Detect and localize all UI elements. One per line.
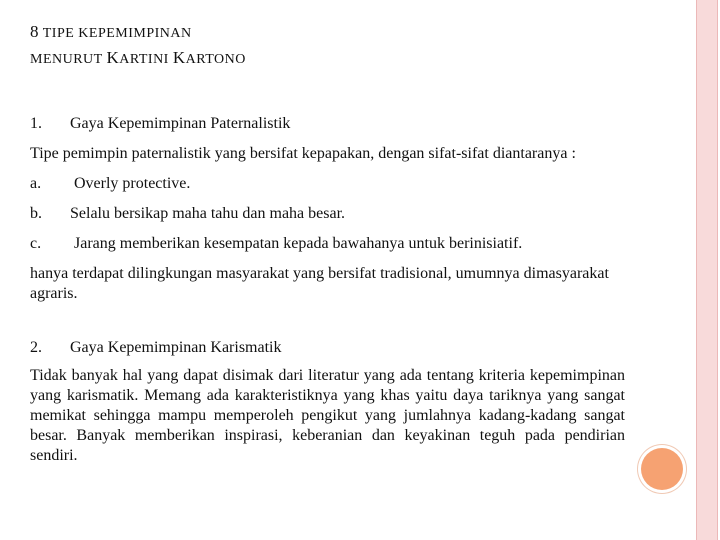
section-2-title: Gaya Kepemimpinan Karismatik [70, 339, 282, 356]
section-1-list [30, 174, 625, 254]
section-2-body: Tidak banyak hal yang dapat disimak dari literatur yang ada tentang kriteria kepemimpinan yang karismatik. Memang ada karakteristiknya yang khas yaitu daya tariknya yang sangat memikat sehingga mampu memperoleh pengikut yang jumlahnya kadang-kadang sangat besar. Banyak memberikan inspirasi, keberanian dan keyakinan teguh pada pendirian sendiri. [30, 367, 625, 464]
section-2-number: 2. [30, 339, 42, 356]
section-1-title: Gaya Kepemimpinan Paternalistik [70, 115, 291, 132]
list-item [30, 204, 625, 224]
title-line-1 [30, 20, 246, 46]
slide-title [30, 20, 246, 72]
list-item-letter: c. [30, 235, 42, 252]
list-item-letter: a. [30, 175, 42, 192]
title-line-2-cap-1: K [106, 48, 120, 67]
title-line-2 [30, 46, 246, 72]
section-1-number: 1. [30, 115, 42, 132]
decorative-circle [641, 448, 683, 490]
title-line-2-part-1: MENURUT [30, 52, 107, 67]
section-2-heading [30, 338, 625, 358]
title-line-2-part-2: ARTINI [119, 52, 173, 67]
title-number: 8 [30, 22, 39, 41]
list-item-letter: b. [30, 205, 42, 222]
title-line-2-cap-2: K [172, 48, 186, 67]
list-item-text: Jarang memberikan kesempatan kepada bawahanya untuk berinisiatif. [74, 235, 523, 252]
section-1-closing: hanya terdapat dilingkungan masyarakat yang bersifat tradisional, umumnya dimasyarakat agraris. [30, 265, 609, 302]
decorative-side-band [696, 0, 718, 540]
list-item-text: Overly protective. [74, 175, 191, 192]
title-line-1-text: TIPE KEPEMIMPINAN [42, 26, 192, 41]
section-1-intro: Tipe pemimpin paternalistik yang bersifat kepapakan, dengan sifat-sifat diantaranya : [30, 145, 576, 162]
title-line-2-part-3: ARTONO [185, 52, 246, 67]
section-1-heading [30, 114, 625, 134]
list-item-text: Selalu bersikap maha tahu dan maha besar. [70, 205, 346, 222]
list-item [30, 234, 625, 254]
slide-content [30, 114, 625, 466]
list-item [30, 174, 625, 194]
